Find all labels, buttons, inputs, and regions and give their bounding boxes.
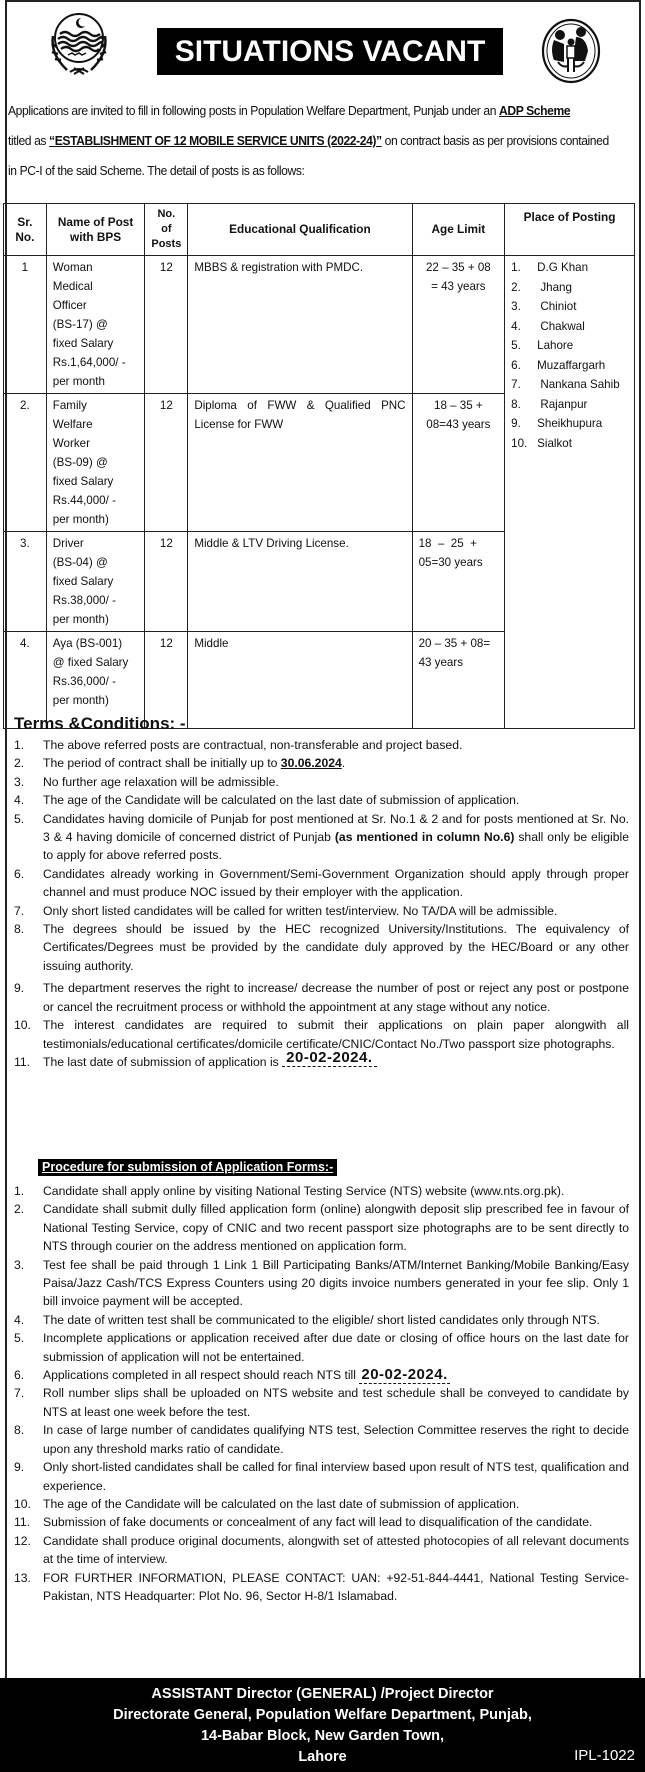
item-number: 8. [14, 1423, 25, 1438]
item-number: 13. [14, 1570, 31, 1585]
procedure-item [14, 1421, 629, 1458]
place-number: 2. [511, 280, 521, 294]
terms-item [14, 920, 629, 975]
cell-num-posts: 12 [145, 256, 188, 394]
item-text: Candidate shall submit dully filled application form (online) alongwith deposit slip prescribed fee in favour of National Testing Service, copy of CNIC and two recent passport size photographs are to be sent directly to NTS through courier on the address mentioned on application form. [43, 1202, 629, 1254]
procedure-item [14, 1182, 629, 1200]
place-list [511, 258, 628, 453]
item-text-part: shall only be eligible to apply for above referred posts. [43, 830, 629, 863]
post-name-line: @ fixed Salary [52, 656, 129, 669]
cell-age-limit [412, 256, 505, 394]
procedure-item [14, 1513, 629, 1531]
place-name: Rajanpur [537, 397, 588, 411]
place-name: Nankana Sahib [537, 378, 620, 391]
place-number: 6. [511, 358, 521, 372]
intro-paragraph [8, 96, 634, 186]
col-header-name: Name of Post with BPS [46, 204, 145, 256]
terms-item [14, 810, 629, 865]
item-number: 4. [14, 793, 25, 808]
item-text: The above referred posts are contractual, non-transferable and project based. [43, 738, 463, 752]
place-number: 3. [511, 300, 521, 313]
place-item [511, 356, 628, 376]
place-name: Jhang [537, 280, 572, 294]
place-number: 7. [511, 378, 521, 391]
post-name-line: Worker [52, 437, 90, 450]
contract-end-date: 30.06.2024 [280, 756, 342, 771]
intro-text: on contract basis as per provisions contained [381, 133, 609, 148]
scheme-name: ADP Scheme [499, 103, 571, 118]
terms-item [14, 736, 629, 754]
item-number: 7. [14, 903, 25, 918]
procedure-title: Procedure for submission of Application Forms:- [38, 1159, 337, 1176]
col-header-num: No. of Posts [145, 204, 188, 256]
item-number: 9. [14, 981, 25, 996]
item-number: 4. [14, 1312, 25, 1327]
footer-department: Directorate General, Population Welfare Department, Punjab, [113, 1707, 532, 1723]
intro-text: titled as [8, 133, 50, 148]
cell-qualification: MBBS & registration with PMDC. [188, 256, 412, 394]
place-item [511, 258, 628, 278]
post-name-line: Rs.44,000/ - [52, 494, 116, 507]
cell-qualification: Diploma of FWW & Qualified PNC License for FWW [188, 394, 412, 532]
terms-item [14, 1048, 629, 1071]
place-name: Sialkot [537, 436, 572, 450]
post-name-line: (BS-09) @ [52, 456, 108, 469]
place-number: 8. [511, 397, 521, 411]
item-text [43, 754, 629, 772]
cell-sr: 1 [4, 256, 47, 394]
age-line: = 43 years [431, 280, 486, 293]
place-item [511, 375, 628, 395]
procedure-item [14, 1366, 629, 1384]
cell-sr: 2. [4, 394, 47, 532]
post-name-line: Medical [52, 280, 93, 293]
post-name-line: Officer [52, 299, 87, 312]
item-number: 3. [14, 774, 25, 789]
post-name-line: per month [52, 375, 105, 388]
footer-address: 14-Babar Block, New Garden Town, [200, 1728, 445, 1744]
item-text-part: Applications completed in all respect should reach NTS till [43, 1368, 360, 1383]
item-number: 10. [14, 1018, 31, 1033]
item-text: Candidate shall apply online by visiting National Testing Service (NTS) website (www.nts.org.pk). [43, 1184, 565, 1198]
cell-qualification: Middle [188, 632, 412, 729]
item-text: Only short listed candidates will be called for written test/interview. No TA/DA will be admissible. [43, 903, 558, 918]
age-line: 20 – 35 + 08= [418, 637, 491, 650]
item-number: 3. [14, 1257, 25, 1272]
item-text: Submission of fake documents or concealment of any fact will lead to disqualification of the candidate. [43, 1515, 593, 1530]
place-name: D.G Khan [537, 261, 589, 274]
item-number: 8. [14, 922, 25, 937]
age-line: 08=43 years [426, 418, 491, 431]
item-number: 11. [14, 1515, 31, 1530]
terms-item [14, 979, 629, 1016]
place-item [511, 434, 628, 454]
col-header-age: Age Limit [412, 204, 505, 256]
item-text: Test fee shall be paid through 1 Link 1 Bill Participating Banks/ATM/Internet Banking/Mobile Banking/Easy Paisa/Jazz Cash/TCS Express Counters using 20 digits invoice numbers generated in your fee slip. Only 1 bill invoice payment will be accepted. [43, 1257, 629, 1309]
item-text: Only short-listed candidates shall be called for final interview based upon result of NTS test, qualification and experience. [43, 1460, 629, 1493]
footer-signature-block [0, 1678, 645, 1772]
population-welfare-logo-icon [540, 18, 602, 84]
ad-reference-number: IPL-1022 [574, 1747, 635, 1764]
intro-line-3: in PC-I of the said Scheme. The detail of posts is as follows: [8, 163, 305, 178]
item-number: 9. [14, 1460, 25, 1475]
procedure-item [14, 1256, 629, 1311]
item-number: 1. [14, 738, 25, 752]
item-text: FOR FURTHER INFORMATION, PLEASE CONTACT: UAN: +92-51-844-4441, National Testing Service-Pakistan, NTS Headquarter: Plot No. 96, Sector H-8/1 Islamabad. [43, 1570, 629, 1603]
col-header-place: Place of Posting [505, 204, 635, 256]
item-text-part: The last date of submission of application is [43, 1054, 283, 1069]
item-text-part: Candidates having domicile of Punjab for post mentioned at Sr. No.1 & 2 and for posts mentioned at Sr. No. 3 & 4 having domicile of concerned district of Punjab [43, 811, 629, 845]
post-name-line: fixed Salary [52, 575, 114, 588]
page-title: SITUATIONS VACANT [174, 34, 486, 68]
age-line: 43 years [418, 656, 464, 669]
procedure-item [14, 1532, 629, 1569]
place-name: Lahore [537, 339, 574, 352]
item-number: 12. [14, 1533, 31, 1548]
col-header-edu: Educational Qualification [188, 204, 412, 256]
place-number: 1. [511, 261, 521, 274]
place-item [511, 414, 628, 434]
item-number: 1. [14, 1184, 25, 1198]
terms-section [14, 714, 629, 1071]
cell-num-posts: 12 [145, 394, 188, 532]
post-name-line: Welfare [52, 418, 93, 431]
item-number: 7. [14, 1386, 25, 1401]
punjab-emblem-icon [48, 8, 110, 82]
terms-item [14, 902, 629, 920]
post-name-line: Rs.36,000/ - [52, 675, 116, 688]
page-title-banner [157, 28, 503, 75]
table-header-row [4, 204, 635, 256]
place-name: Chakwal [537, 319, 585, 333]
cell-num-posts: 12 [145, 532, 188, 632]
cell-sr: 4. [4, 632, 47, 729]
place-item [511, 297, 628, 317]
place-item [511, 336, 628, 356]
item-text: No further age relaxation will be admissible. [43, 774, 279, 789]
item-text: Incomplete applications or application received after due date or closing of office hours on the last date for submission of application will not be entertained. [43, 1331, 629, 1364]
procedure-item [14, 1384, 629, 1421]
procedure-item [14, 1200, 629, 1255]
post-name-line: per month) [52, 513, 109, 526]
terms-title: Terms &Conditions: - [14, 714, 186, 733]
item-text: The degrees should be issued by the HEC recognized University/Institutions. The equivalency of Certificates/Degrees must be provided by the candidate duly approved by the HEC/Board or any other issuing authority. [43, 922, 629, 973]
item-text [43, 1048, 629, 1071]
post-name-line: (BS-04) @ [52, 556, 108, 569]
terms-item [14, 1016, 629, 1053]
intro-text: Applications are invited to fill in following posts in Population Welfare Department, Punjab under an [8, 103, 500, 118]
item-number: 5. [14, 811, 25, 826]
place-name: Muzaffargarh [537, 358, 606, 372]
item-text-part: The period of contract shall be initially up to [43, 756, 281, 771]
intro-line-1 [8, 96, 634, 126]
place-name: Chiniot [537, 300, 577, 313]
place-item [511, 278, 628, 298]
age-line: 18 – 35 + [434, 399, 483, 412]
place-number: 4. [511, 319, 521, 333]
cell-qualification: Middle & LTV Driving License. [188, 532, 412, 632]
intro-line-2 [8, 126, 634, 156]
place-name: Sheikhupura [537, 417, 603, 430]
terms-item [14, 791, 629, 809]
item-text: The age of the Candidate will be calculated on the last date of submission of application. [43, 793, 520, 808]
item-text: The age of the Candidate will be calculated on the last date of submission of application. [43, 1496, 520, 1511]
cell-post-name [46, 532, 145, 632]
item-text: The date of written test shall be communicated to the eligible/ short listed candidates only through NTS. [43, 1312, 600, 1327]
terms-item [14, 865, 629, 902]
post-name-line: fixed Salary [52, 337, 114, 350]
footer-city: Lahore [298, 1749, 347, 1765]
cell-age-limit [412, 394, 505, 532]
age-line: 05=30 years [418, 556, 483, 569]
item-text: In case of large number of candidates qualifying NTS test, Selection Committee reserves the right to decide upon any threshold marks ratio of candidate. [43, 1423, 629, 1456]
item-text [43, 810, 629, 865]
item-number: 11. [14, 1054, 31, 1069]
item-text-bold: (as mentioned in column No.6) [334, 830, 515, 845]
age-line: 22 – 35 + 08 [425, 261, 491, 274]
post-name-line: per month) [52, 694, 109, 707]
place-item [511, 395, 628, 415]
place-number: 10. [511, 436, 528, 450]
procedure-item [14, 1495, 629, 1513]
footer-designation: ASSISTANT Director (GENERAL) /Project Director [151, 1686, 494, 1702]
procedure-item [14, 1329, 629, 1366]
terms-list [14, 736, 629, 1071]
nts-deadline-value: 20-02-2024. [361, 1366, 448, 1384]
post-name-line: Driver [52, 537, 84, 550]
procedure-list [14, 1182, 629, 1605]
item-number: 5. [14, 1331, 25, 1346]
terms-item [14, 754, 629, 772]
scheme-title: “ESTABLISHMENT OF 12 MOBILE SERVICE UNITS (2022-24)” [49, 133, 382, 148]
posts-table [3, 203, 635, 729]
cell-sr: 3. [4, 532, 47, 632]
place-item [511, 317, 628, 337]
post-name-line: Rs.1,64,000/ - [52, 356, 126, 369]
cell-num-posts: 12 [145, 632, 188, 729]
item-text: Roll number slips shall be uploaded on NTS website and test schedule shall be conveyed to candidate by NTS at least one week before the test. [43, 1386, 629, 1419]
item-text-part: . [341, 756, 346, 771]
col-header-sr: Sr. No. [4, 204, 47, 256]
procedure-section [14, 1158, 629, 1605]
item-text: The department reserves the right to increase/ decrease the number of post or reject any post or postpone or cancel the recruitment process or withhold the appointment at any stage without any notice. [43, 981, 629, 1014]
post-name-line: (BS-17) @ [52, 318, 108, 331]
post-name-line: Aya (BS-001) [52, 637, 123, 650]
cell-place-of-posting [505, 256, 635, 729]
post-name-line: Family [52, 399, 87, 412]
item-number: 10. [14, 1496, 31, 1511]
cell-post-name [46, 394, 145, 532]
age-line: 18 – 25 + [418, 537, 477, 550]
item-number: 6. [14, 1368, 25, 1383]
post-name-line: Woman [52, 261, 93, 274]
table-row [4, 256, 635, 394]
procedure-item [14, 1569, 629, 1606]
item-text: Candidates already working in Government/Semi-Government Organization should apply through proper channel and must produce NOC issued by their employer with the application. [43, 866, 629, 900]
item-text: The interest candidates are required to submit their applications on plain paper alongwith all testimonials/educational certificates/domicile certificate/CNIC/Contact No./Two passport size photographs. [43, 1018, 629, 1051]
item-number: 6. [14, 866, 25, 881]
last-date-value: 20-02-2024. [282, 1049, 376, 1067]
post-name-line: Rs.38,000/ - [52, 594, 116, 607]
item-text [43, 1366, 629, 1384]
cell-age-limit [412, 532, 505, 632]
item-number: 2. [14, 1202, 25, 1217]
cell-post-name [46, 256, 145, 394]
item-number: 2. [14, 756, 25, 771]
post-name-line: fixed Salary [52, 475, 114, 488]
procedure-item [14, 1311, 629, 1329]
item-text: Candidate shall produce original documents, alongwith set of attested photocopies of all relevant documents at the time of interview. [43, 1533, 629, 1567]
place-number: 5. [511, 339, 521, 352]
procedure-item [14, 1458, 629, 1495]
place-number: 9. [511, 417, 521, 430]
post-name-line: per month) [52, 613, 109, 626]
terms-item [14, 773, 629, 791]
